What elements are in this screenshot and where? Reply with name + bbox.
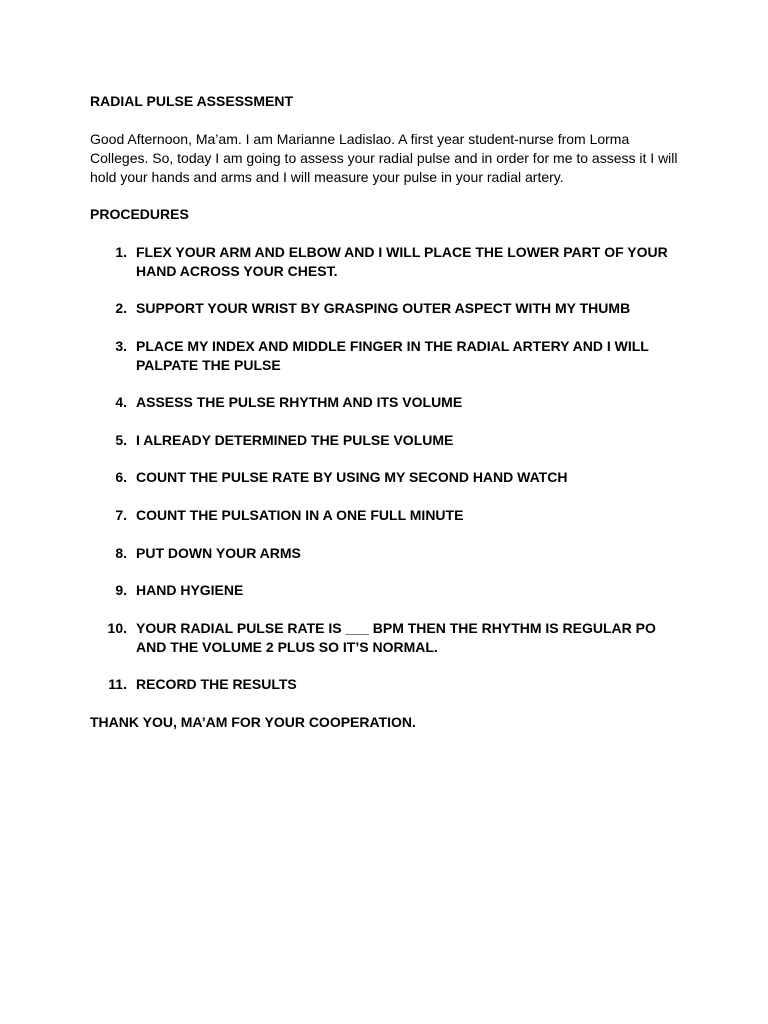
procedure-line: COUNT THE PULSE RATE BY USING MY SECOND HAND WATCH [136,469,568,485]
procedure-line: RECORD THE RESULTS [136,676,297,692]
intro-line: Good Afternoon, Ma’am. I am Marianne Ladislao. A first year student-nurse from Lorma [90,131,630,147]
procedure-line: HAND ACROSS YOUR CHEST. [136,262,338,279]
procedure-number: 5. [115,432,127,448]
procedure-line: PUT DOWN YOUR ARMS [136,545,301,561]
procedure-number: 8. [115,545,127,561]
procedure-text [136,544,696,563]
procedure-line: PLACE MY INDEX AND MIDDLE FINGER IN THE RADIAL ARTERY AND I WILL [136,338,649,354]
procedure-text [136,619,696,656]
procedure-line: COUNT THE PULSATION IN A ONE FULL MINUTE [136,507,464,523]
procedure-text [136,581,696,600]
procedure-number: 9. [115,582,127,598]
procedure-number: 10. [107,620,127,636]
closing-line: THANK YOU, MA’AM FOR YOUR COOPERATION. [90,714,416,730]
document-title: RADIAL PULSE ASSESSMENT [90,93,294,109]
procedure-line: FLEX YOUR ARM AND ELBOW AND I WILL PLACE THE LOWER PART OF YOUR [136,244,668,260]
intro-line: hold your hands and arms and I will measure your pulse in your radial artery. [90,168,564,185]
procedure-text [136,299,696,318]
procedures-heading: PROCEDURES [90,206,189,222]
procedure-line: HAND HYGIENE [136,582,244,598]
procedure-line: YOUR RADIAL PULSE RATE IS ___ BPM THEN THE RHYTHM IS REGULAR PO [136,620,656,636]
procedure-number: 1. [115,244,127,260]
procedure-line: SUPPORT YOUR WRIST BY GRASPING OUTER ASPECT WITH MY THUMB [136,300,631,316]
procedure-number: 7. [115,507,127,523]
procedure-text [136,243,696,280]
intro-line: Colleges. So, today I am going to assess your radial pulse and in order for me to assess it I will [90,149,678,166]
procedure-number: 3. [115,338,127,354]
procedure-text [136,337,696,374]
procedure-line: ASSESS THE PULSE RHYTHM AND ITS VOLUME [136,394,463,410]
procedure-line: I ALREADY DETERMINED THE PULSE VOLUME [136,432,454,448]
procedure-number: 6. [115,469,127,485]
procedure-line: AND THE VOLUME 2 PLUS SO IT’S NORMAL. [136,638,438,655]
procedure-text [136,393,696,412]
procedure-text [136,468,696,487]
procedure-number: 11. [108,676,127,692]
procedure-line: PALPATE THE PULSE [136,356,281,373]
procedure-number: 2. [115,300,127,316]
procedure-number: 4. [115,394,127,410]
procedure-text [136,675,696,694]
procedure-text [136,506,696,525]
procedure-text [136,431,696,450]
